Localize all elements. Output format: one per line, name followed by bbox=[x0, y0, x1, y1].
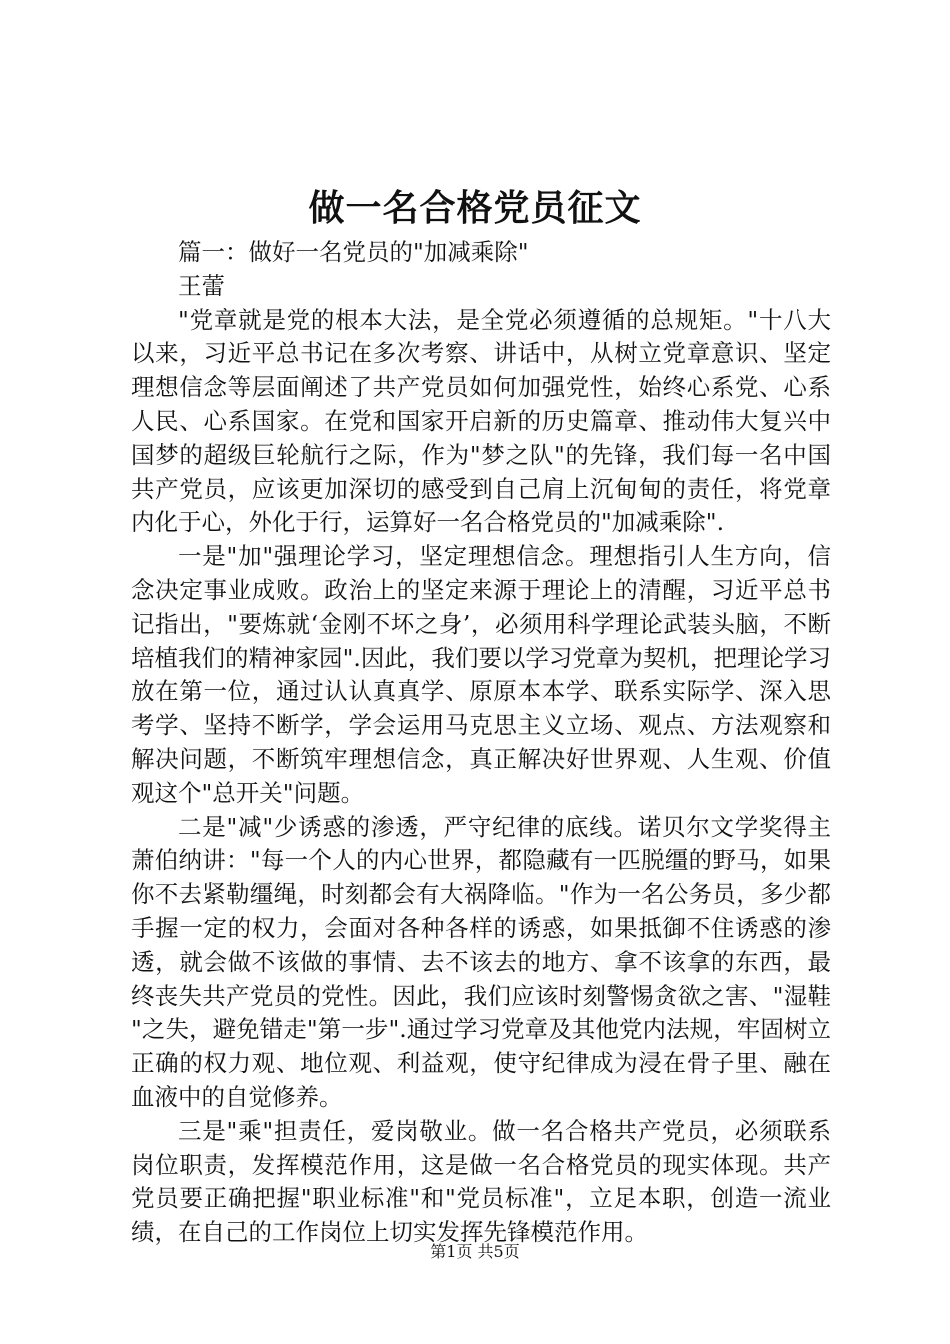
document-body bbox=[131, 236, 831, 1250]
author-name: 王蕾 bbox=[178, 271, 225, 300]
page-footer: 第1页 共5页 bbox=[430, 1242, 520, 1261]
body-paragraph-multiply: 三是"乘"担责任，爱岗敬业。做一名合格共产党员，必须联系岗位职责，发挥模范作用，这是做一名合格党员的现实体现。共产党员要正确把握"职业标准"和"党员标准"，立足本职，创造一流业绩，在自己的工作岗位上切实发挥先锋模范作用。 bbox=[131, 1116, 831, 1247]
document-title: 做一名合格党员征文 bbox=[308, 187, 642, 229]
section-heading: 篇一：做好一名党员的"加减乘除" bbox=[178, 238, 529, 266]
body-paragraph-subtract: 二是"减"少诱惑的渗透，严守纪律的底线。诺贝尔文学奖得主萧伯纳讲："每一个人的内心世界，都隐藏有一匹脱缰的野马，如果你不去紧勒缰绳，时刻都会有大祸降临。"作为一名公务员，多少都手握一定的权力，会面对各种各样的诱惑，如果抵御不住诱惑的渗透，就会做不该做的事情、去不该去的地方、拿不该拿的东西，最终丧失共产党员的党性。因此，我们应该时刻警惕贪欲之害、"湿鞋"之失，避免错走"第一步".通过学习党章及其他党内法规，牢固树立正确的权力观、地位观、利益观，使守纪律成为浸在骨子里、融在血液中的自觉修养。 bbox=[131, 812, 831, 1111]
body-paragraph-intro: "党章就是党的根本大法，是全党必须遵循的总规矩。"十八大以来，习近平总书记在多次考察、讲话中，从树立党章意识、坚定理想信念等层面阐述了共产党员如何加强党性，始终心系党、心系人民、心系国家。在党和国家开启新的历史篇章、推动伟大复兴中国梦的超级巨轮航行之际，作为"梦之队"的先锋，我们每一名中国共产党员，应该更加深切的感受到自己肩上沉甸甸的责任，将党章内化于心，外化于行，运算好一名合格党员的"加减乘除". bbox=[131, 305, 831, 537]
body-paragraph-add: 一是"加"强理论学习，坚定理想信念。理想指引人生方向，信念决定事业成败。政治上的坚定来源于理论上的清醒，习近平总书记指出，"要炼就‘金刚不坏之身’，必须用科学理论武装头脑，不断培植我们的精神家园".因此，我们要以学习党章为契机，把理论学习放在第一位，通过认认真真学、原原本本学、联系实际学、深入思考学、坚持不断学，学会运用马克思主义立场、观点、方法观察和解决问题，不断筑牢理想信念，真正解决好世界观、人生观、价值观这个"总开关"问题。 bbox=[131, 542, 831, 807]
